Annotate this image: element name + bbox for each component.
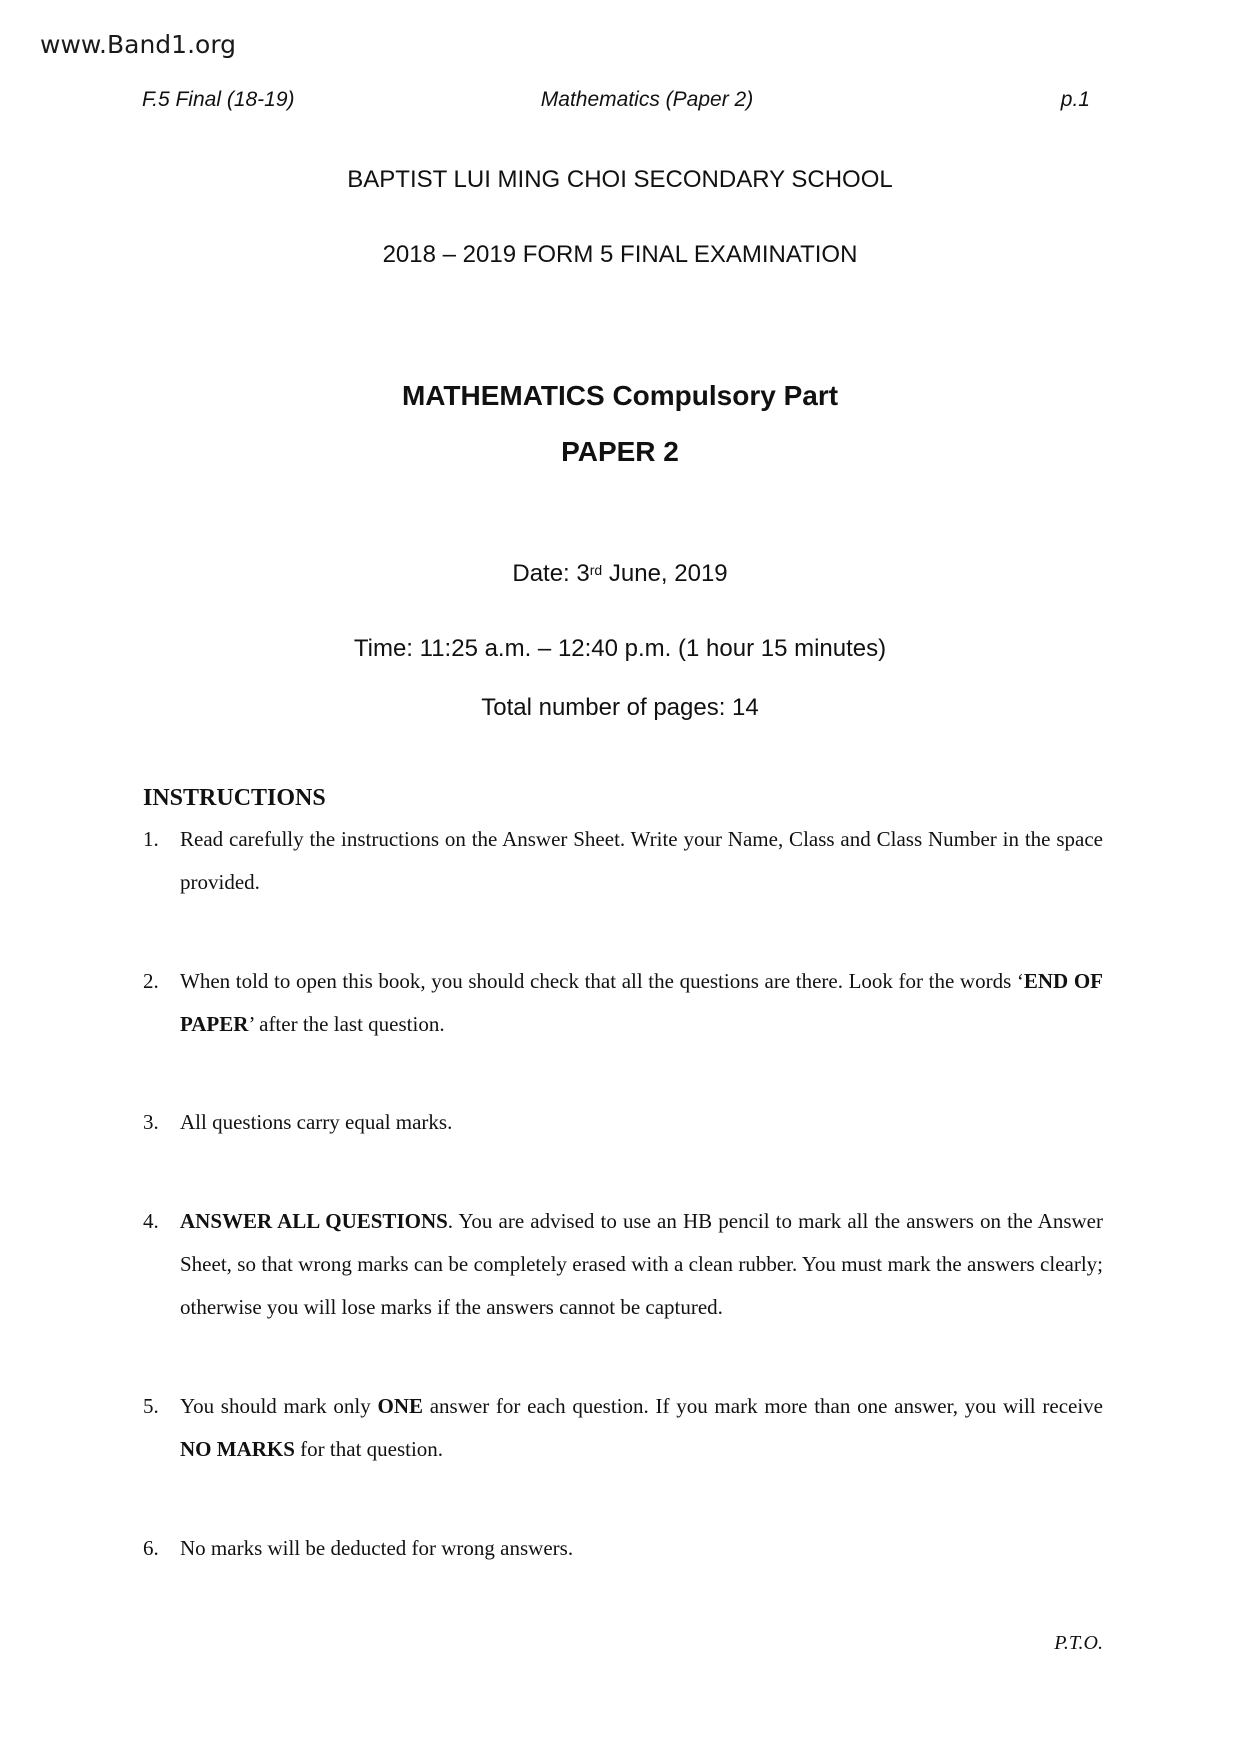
instruction-text: No marks will be deducted for wrong answers.: [180, 1536, 574, 1560]
instruction-text-part: answer for each question. If you mark more than one answer, you will receive: [423, 1394, 1103, 1418]
exam-time: Time: 11:25 a.m. – 12:40 p.m. (1 hour 15 minutes): [353, 635, 887, 662]
instruction-number: 2.: [143, 969, 159, 993]
instruction-number: 3.: [143, 1110, 159, 1134]
instruction-emphasis: END OF PAPER: [180, 969, 1103, 1036]
instruction-text-part: ’ after the last question.: [248, 1012, 445, 1036]
instruction-item: [143, 818, 1103, 904]
running-header: [142, 88, 1090, 118]
instruction-text-part: You should mark only: [180, 1394, 378, 1418]
instruction-emphasis: ONE: [377, 1394, 423, 1418]
instruction-item: [143, 1200, 1103, 1329]
header-subject: Mathematics (Paper 2): [540, 88, 754, 111]
watermark-url: www.Band1.org: [40, 30, 237, 59]
instruction-number: 6.: [143, 1536, 159, 1560]
exam-date: [0, 560, 1240, 588]
instruction-number: 4.: [143, 1209, 159, 1233]
exam-title: 2018 – 2019 FORM 5 FINAL EXAMINATION: [382, 241, 858, 268]
instruction-text: [180, 1385, 1103, 1471]
instruction-number: 5.: [143, 1394, 159, 1418]
instruction-item: [143, 1101, 1103, 1144]
instruction-emphasis: NO MARKS: [180, 1437, 295, 1461]
paper-title: PAPER 2: [561, 436, 679, 467]
subject-title: MATHEMATICS Compulsory Part: [401, 380, 839, 411]
please-turn-over: P.T.O.: [1054, 1632, 1103, 1654]
header-exam-code: F.5 Final (18-19): [142, 88, 295, 111]
instruction-text: Read carefully the instructions on the Answer Sheet. Write your Name, Class and Class Number in the space provided.: [180, 827, 1103, 894]
date-prefix: Date: 3: [512, 560, 590, 587]
instruction-item: [143, 960, 1103, 1046]
instruction-item: [143, 1385, 1103, 1471]
total-pages: Total number of pages: 14: [481, 694, 759, 721]
instructions-heading: INSTRUCTIONS: [143, 785, 326, 811]
header-page-number: p.1: [1060, 88, 1090, 111]
instruction-text-part: for that question.: [294, 1437, 444, 1461]
instruction-text-part: . You are advised to use an HB pencil to mark all the answers on the Answer Sheet, so that wrong marks can be completely erased with a clean rubber. You must mark the answers clearly; otherwise you will lose marks if the answers cannot be captured.: [180, 1209, 1103, 1319]
date-ordinal: rd: [589, 562, 603, 578]
instruction-item: [143, 1527, 1103, 1570]
date-rest: June, 2019: [602, 560, 728, 587]
instruction-text: All questions carry equal marks.: [180, 1110, 453, 1134]
instruction-number: 1.: [143, 827, 159, 851]
school-name: BAPTIST LUI MING CHOI SECONDARY SCHOOL: [347, 166, 893, 193]
instruction-text: [180, 960, 1103, 1046]
instruction-emphasis: ANSWER ALL QUESTIONS: [180, 1209, 448, 1233]
instruction-text: [180, 1200, 1103, 1329]
instruction-text-part: When told to open this book, you should check that all the questions are there. Look for the words ‘: [180, 969, 1024, 993]
